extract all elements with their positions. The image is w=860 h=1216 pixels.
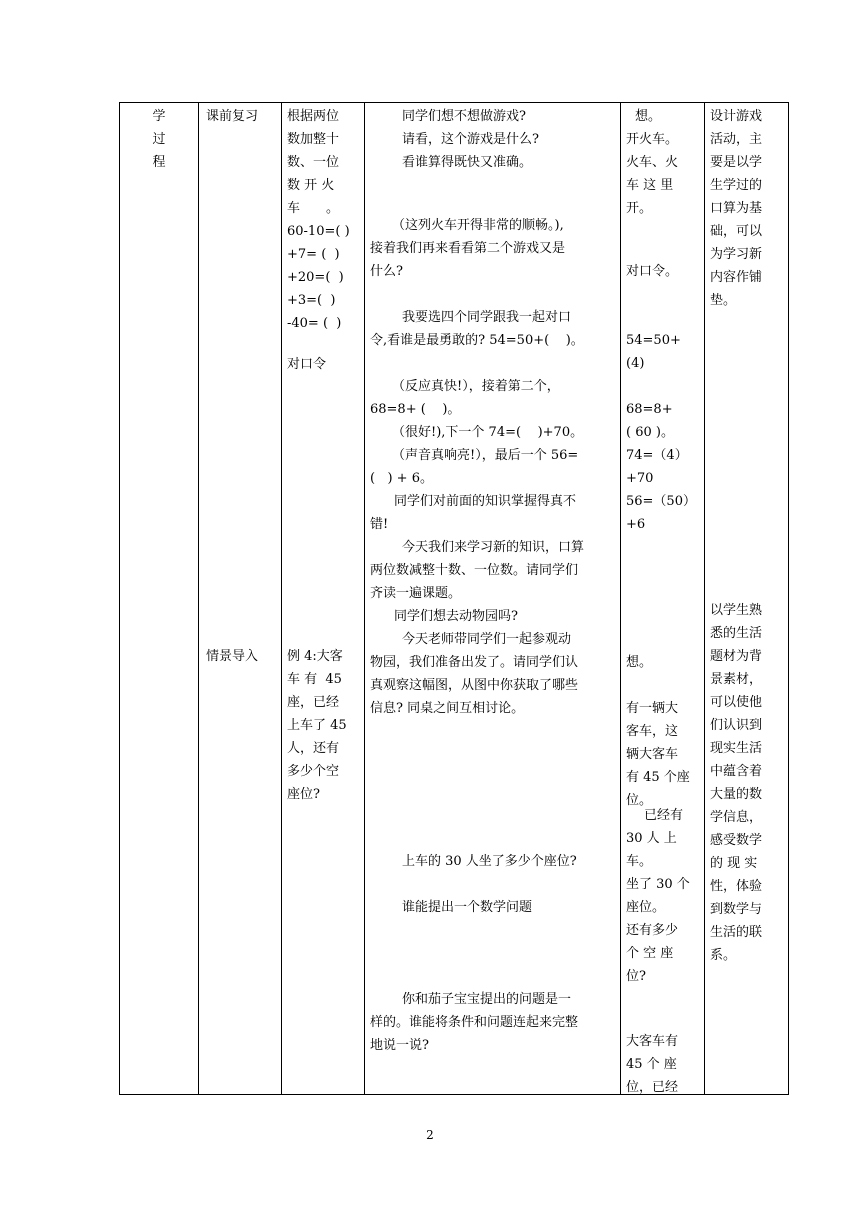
teacher-line: 错! <box>370 517 389 532</box>
content-line: 60-10=( ) <box>287 224 350 239</box>
teacher-line: 样的。谁能将条件和问题连起来完整 <box>370 1015 579 1030</box>
stage-column <box>199 103 282 1095</box>
student-line: 个 空 座 <box>626 946 674 961</box>
design-line: 题材为背 <box>710 649 763 664</box>
student-line: 还有多少 <box>626 923 679 938</box>
student-line: 车 这 里 <box>626 178 674 193</box>
student-line: 座位。 <box>626 900 666 915</box>
content-line: 车 。 <box>287 201 340 216</box>
student-line: 对口令。 <box>626 264 679 279</box>
design-line: 活动，主 <box>710 132 763 147</box>
student-line: 45 个 座 <box>626 1057 677 1072</box>
design-line: 中蕴含着 <box>710 764 763 779</box>
process-char: 程 <box>152 155 166 170</box>
teacher-line: 谁能提出一个数学问题 <box>402 900 533 915</box>
content-line: -40= ( ) <box>287 316 342 331</box>
student-line: 已经有 <box>644 808 684 823</box>
student-line: 位，已经 <box>626 1080 679 1095</box>
student-line: 大客车有 <box>626 1034 679 1049</box>
table-row <box>120 103 789 1095</box>
teacher-line: 接着我们再来看看第二个游戏又是 <box>370 241 566 256</box>
content-line: +3=( ) <box>287 293 336 308</box>
student-line: +70 <box>626 471 654 486</box>
design-line: 内容作铺 <box>710 270 763 285</box>
process-char: 过 <box>152 132 166 147</box>
student-line: 想。 <box>635 109 662 124</box>
design-line: 到数学与 <box>710 902 763 917</box>
design-line: 现实生活 <box>710 741 763 756</box>
content-oral: 对口令 <box>287 357 327 372</box>
example-line: 座位? <box>287 787 320 802</box>
design-line: 大量的数 <box>710 787 763 802</box>
student-line: 有一辆大 <box>626 701 679 716</box>
teacher-line: 上车的 30 人坐了多少个座位? <box>402 854 577 869</box>
design-line: 设计游戏 <box>710 109 763 124</box>
design-line: 悉的生活 <box>710 626 763 641</box>
teacher-line: 同学们对前面的知识掌握得真不 <box>394 494 577 509</box>
student-line: 68=8+ <box>626 402 673 417</box>
design-intent-column <box>705 103 789 1095</box>
design-line: 的 现 实 <box>710 856 758 871</box>
teacher-line: ( ) + 6。 <box>370 471 433 486</box>
teacher-line: 看谁算得既快又准确。 <box>402 155 533 170</box>
example-line: 车 有 45 <box>287 672 342 687</box>
teacher-line: 请看，这个游戏是什么? <box>402 132 539 147</box>
teacher-line: 两位数减整十数、一位数。请同学们 <box>370 563 579 578</box>
content-line: 数加整十 <box>287 132 340 147</box>
student-line: 有 45 个座 <box>626 770 690 785</box>
student-line: 辆大客车 <box>626 747 679 762</box>
lesson-plan-table <box>119 102 789 1095</box>
student-activity-column <box>621 103 705 1095</box>
stage-intro: 情景导入 <box>206 649 259 664</box>
teacher-line: 同学们想不想做游戏? <box>402 109 526 124</box>
student-line: +6 <box>626 517 646 532</box>
student-line: 火车、火 <box>626 155 679 170</box>
design-line: 性，体验 <box>710 879 763 894</box>
process-char: 学 <box>152 109 166 124</box>
design-line: 生活的联 <box>710 925 763 940</box>
teacher-line: 我要选四个同学跟我一起对口 <box>402 310 572 325</box>
teacher-line: 同学们想去动物园吗? <box>394 609 518 624</box>
design-line: 生学过的 <box>710 178 763 193</box>
design-line: 垫。 <box>710 293 737 308</box>
student-line: (4) <box>626 356 645 371</box>
student-line: 坐了 30 个 <box>626 877 690 892</box>
teacher-line: 物园，我们准备出发了。请同学们认 <box>370 655 579 670</box>
content-line: +20=( ) <box>287 270 344 285</box>
content-line: +7= ( ) <box>287 247 340 262</box>
example-line: 座，已经 <box>287 695 340 710</box>
design-line: 学信息， <box>710 810 763 825</box>
teacher-line: 68=8+ ( )。 <box>370 402 461 417</box>
example-line: 多少个空 <box>287 764 340 779</box>
design-line: 系。 <box>710 948 737 963</box>
content-line: 数 开 火 <box>287 178 335 193</box>
stage-review: 课前复习 <box>206 109 259 124</box>
teacher-line: 地说一说? <box>370 1038 429 1053</box>
teacher-line: 信息? 同桌之间互相讨论。 <box>370 701 525 716</box>
design-line: 为学习新 <box>710 247 763 262</box>
student-line: 56=（50） <box>626 494 696 509</box>
student-line: 74=（4） <box>626 448 688 463</box>
design-line: 础，可以 <box>710 224 763 239</box>
design-line: 们认识到 <box>710 718 763 733</box>
teacher-line: 今天老师带同学们一起参观动 <box>402 632 572 647</box>
design-line: 口算为基 <box>710 201 763 216</box>
teacher-line: （这列火车开得非常的顺畅。), <box>392 218 564 233</box>
design-line: 感受数学 <box>710 833 763 848</box>
student-line: 54=50+ <box>626 333 681 348</box>
teacher-line: 真观察这幅图，从图中你获取了哪些 <box>370 678 579 693</box>
student-line: 位? <box>626 969 646 984</box>
teacher-activity-column <box>365 103 621 1095</box>
example-line: 例 4:大客 <box>287 649 343 664</box>
example-line: 上车了 45 <box>287 718 347 733</box>
teacher-line: （声音真响亮!），最后一个 56= <box>392 448 579 463</box>
student-line: 位。 <box>626 793 653 808</box>
teacher-line: 什么? <box>370 264 403 279</box>
teacher-line: （很好!),下一个 74=( )+70。 <box>392 425 584 440</box>
student-line: 车。 <box>626 854 653 869</box>
student-line: 30 人 上 <box>626 831 677 846</box>
student-line: ( 60 )。 <box>626 425 674 440</box>
process-column <box>120 103 199 1095</box>
example-line: 人，还有 <box>287 741 340 756</box>
student-line: 客车，这 <box>626 724 679 739</box>
content-line: 数、一位 <box>287 155 340 170</box>
design-line: 可以使他 <box>710 695 763 710</box>
student-line: 想。 <box>626 655 653 670</box>
teacher-line: （反应真快!），接着第二个， <box>392 379 560 394</box>
design-line: 要是以学 <box>710 155 763 170</box>
student-line: 开。 <box>626 201 653 216</box>
content-line: 根据两位 <box>287 109 340 124</box>
teacher-line: 今天我们来学习新的知识，口算 <box>402 540 585 555</box>
design-line: 以学生熟 <box>710 603 763 618</box>
teacher-line: 齐读一遍课题。 <box>370 586 462 601</box>
page-number: 2 <box>426 1128 434 1142</box>
design-line: 景素材， <box>710 672 763 687</box>
teacher-line: 令,看谁是最勇敢的? 54=50+( )。 <box>370 333 584 348</box>
teacher-line: 你和茄子宝宝提出的问题是一 <box>402 992 572 1007</box>
content-column <box>282 103 365 1095</box>
student-line: 开火车。 <box>626 132 679 147</box>
